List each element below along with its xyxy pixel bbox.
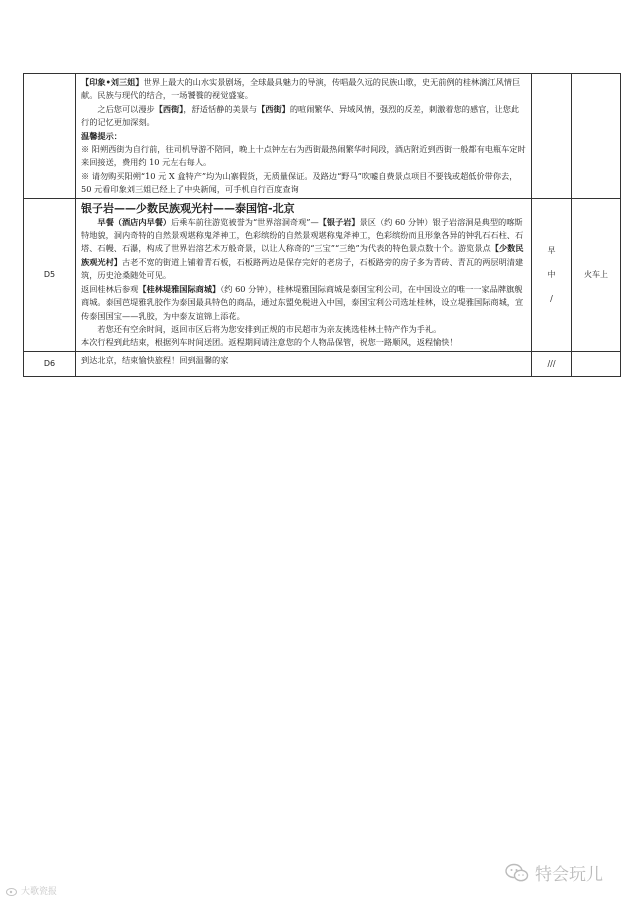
paragraph	[81, 76, 526, 103]
watermark-small-text: 大歌瓷报	[21, 887, 58, 897]
hotel-cell	[572, 351, 621, 376]
meal-lunch: 中	[547, 269, 556, 279]
meal-cell	[532, 74, 572, 199]
paragraph	[81, 283, 526, 323]
paragraph	[81, 170, 526, 197]
itinerary-table	[23, 73, 621, 377]
day-cell	[24, 74, 76, 199]
paragraph	[81, 143, 526, 170]
bold-text: 【银子岩】	[318, 216, 360, 227]
text-span: （约 60 分钟），桂林堤雅国际商城是泰国宝利公司，在中国设立的唯一一家品牌旗舰商城。泰国芭堤雅乳胶作为泰国最具特色的商品，通过东盟免税进入中国，泰国宝利公司选址桂林，设立堤雅国际商城，宣传泰国国宝——乳胶，为中泰友谊锦上添花。	[81, 283, 524, 321]
wechat-icon	[505, 862, 529, 884]
bold-text: 温馨提示：	[81, 130, 122, 141]
bold-text: 【西街】	[257, 103, 290, 114]
description-text	[81, 216, 526, 350]
text-span: 世界上最大的山水实景剧场，全球最具魅力的导演，传唱最久远的民族山歌，史无前例的桂林漓江风情巨献。民族与现代的结合，一场饕餮的视觉盛宴。	[81, 77, 521, 101]
row-description	[76, 351, 532, 376]
description-text	[81, 76, 526, 197]
text-span: 本次行程到此结束，根据列车时间送团。返程期间请注意您的个人物品保管，祝您一路顺风，返程愉快！	[81, 337, 458, 348]
route-title: 银子岩——少数民族观光村——泰国馆-北京	[81, 201, 295, 215]
text-span: 景区（约 60 分钟）银子岩溶洞是典型的喀斯特地貌，洞内奇特的自然景观堪称鬼斧神工，色彩缤纷的自然景观堪称鬼斧神工，色彩缤纷而且形象各异的钟乳石石柱、石塔、石幔、石瀑，构成了世界岩溶艺术万般奇景，以让人称奇的“三宝”“三绝”为代表的特色景点数十个。游览景点	[81, 216, 524, 254]
description-text	[81, 354, 526, 367]
paragraph	[81, 336, 526, 349]
meal-label: ///	[547, 358, 556, 368]
text-span: 后乘车前往游览被誉为“世界溶洞奇观”—	[171, 216, 319, 227]
bold-text: 早餐（酒店内早餐）	[97, 216, 172, 227]
text-span: ，舒适恬静的美景与	[183, 103, 258, 114]
meal-dinner: /	[550, 293, 553, 303]
hotel-cell	[572, 74, 621, 199]
text-span: 的喧闹繁华、异域风情，强烈的反差，刺激着您的感官，让您此行的记忆更加深刻。	[81, 103, 520, 128]
weibo-icon	[6, 886, 18, 896]
watermark-small	[6, 884, 57, 897]
hotel-label: 火车上	[584, 270, 608, 280]
text-span: ※ 阳朔西街为自行前，往司机导游不陪同，晚上十点钟左右为西街最热闹繁华时间段，酒店附近到西街一般都有电瓶车定时来回接送，费用约 10 元左右每人。	[81, 144, 526, 168]
bold-text: 【少数民族观光村】	[81, 243, 524, 267]
watermark-text: 特会玩儿	[535, 865, 603, 885]
table-row	[24, 198, 621, 351]
paragraph	[81, 216, 526, 283]
text-span: 若您还有空余时间，返回市区后将为您安排到正规的市民超市为亲友挑选桂林土特产作为手礼。	[97, 323, 442, 334]
day-label: D6	[43, 359, 56, 369]
day-cell	[24, 351, 76, 376]
watermark	[505, 860, 603, 885]
paragraph	[81, 323, 526, 336]
paragraph	[81, 130, 526, 143]
text-span: 返回桂林后参观	[81, 283, 139, 294]
paragraph	[81, 354, 526, 367]
meal-cell	[532, 198, 572, 351]
text-span: 到达北京，结束愉快旅程！回到温馨的家	[81, 354, 229, 365]
text-span: ※ 请勿购买阳朔“10 元 X 盒特产”均为山寨假货，无质量保证。及路边“野马”吹嘘自费景点项目不要钱或超低价带你去，50 元看印象刘三姐已经上了中央新闻，可手机自行百度查询	[81, 170, 518, 195]
meal-cell	[532, 351, 572, 376]
paragraph	[81, 103, 526, 130]
table-row	[24, 74, 621, 199]
text-span: 之后您可以漫步	[97, 103, 155, 114]
bold-text: 【西街】	[154, 103, 184, 114]
meal-breakfast: 早	[547, 245, 556, 255]
day-label: D5	[43, 270, 56, 280]
day-cell	[24, 198, 76, 351]
bold-text: 【桂林堤雅国际商城】	[138, 283, 221, 294]
bold-text: 【印象•刘三姐】	[81, 77, 144, 87]
row-description	[76, 74, 532, 199]
table-row	[24, 351, 621, 376]
hotel-cell	[572, 198, 621, 351]
row-description	[76, 198, 532, 351]
text-span: 古老不宽的街道上铺着青石板，石板路两边是保存完好的老房子，石板路旁的房子多为青砖、青瓦的两层明清建筑，历史沧桑随处可见。	[81, 256, 524, 281]
